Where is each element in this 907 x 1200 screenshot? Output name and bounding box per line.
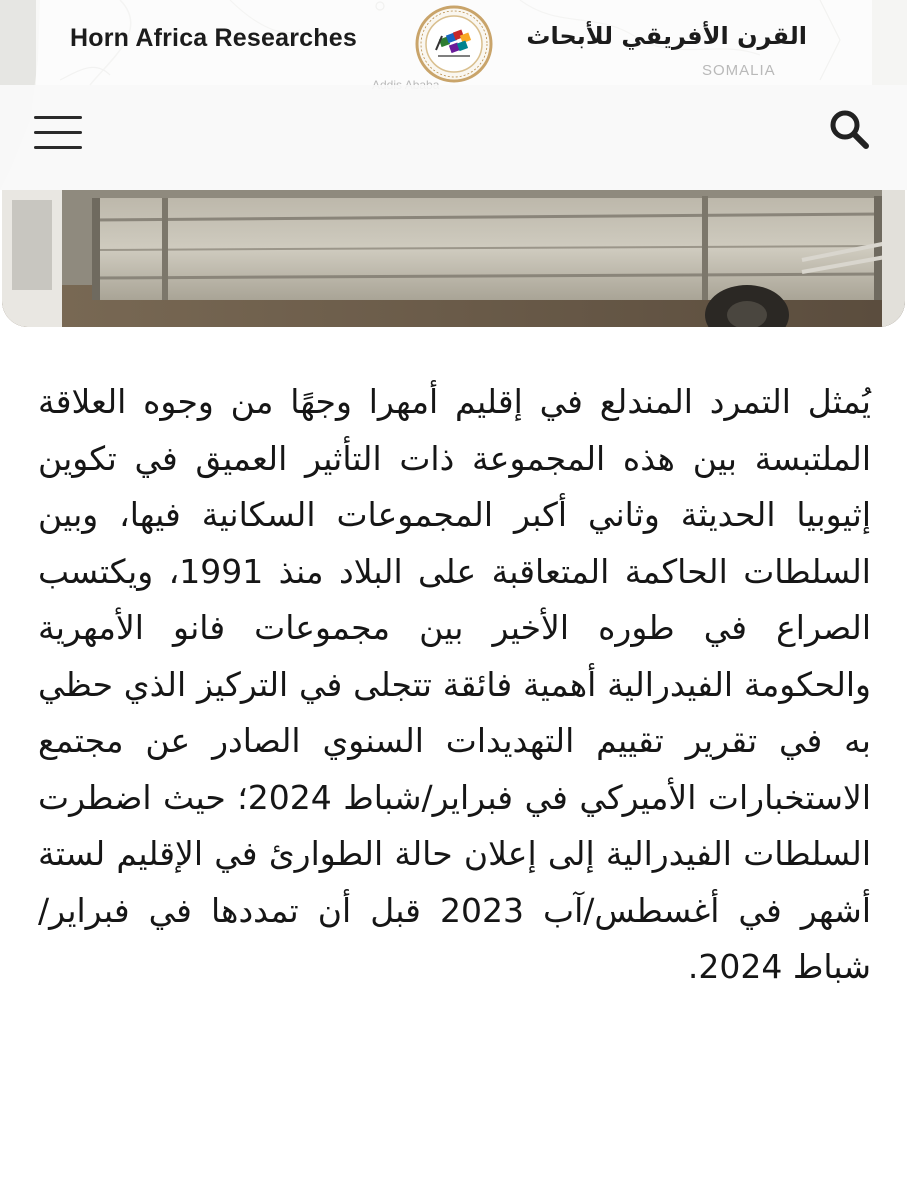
hero-image: [2, 190, 905, 327]
article-body: يُمثل التمرد المندلع في إقليم أمهرا وجهًا من وجوه العلاقة الملتبسة بين هذه المجموعة ذات التأثير العميق في تكوين إثيوبيا الحديثة وثاني أكبر المجموعات السكانية فيها، وبين السلطات الحاكمة المتعاقبة على البلاد منذ 1991، ويكتسب الصراع في طوره الأخير بين مجموعات فانو الأمهرية والحكومة الفيدرالية أهمية فائقة تتجلى في التركيز الذي حظي به في تقرير تقييم التهديدات السنوي الصادر عن مجتمع الاستخبارات الأميركي في فبراير/شباط 2024؛ حيث اضطرت السلطات الفيدرالية إلى إعلان حالة الطوارئ في الإقليم لستة أشهر في أغسطس/آب 2023 قبل أن تمددها في فبراير/شباط 2024.: [38, 382, 872, 986]
site-logo[interactable]: [412, 4, 496, 84]
hamburger-menu-icon[interactable]: [34, 112, 82, 152]
map-label-somalia: SOMALIA: [702, 62, 776, 79]
brand-name-english[interactable]: Horn Africa Researches: [70, 24, 357, 52]
search-icon[interactable]: [826, 106, 872, 152]
site-header: [0, 0, 907, 190]
truck-image: [2, 190, 905, 327]
nav-bar: [0, 85, 907, 190]
brand-name-arabic[interactable]: القرن الأفريقي للأبحاث: [526, 22, 807, 50]
